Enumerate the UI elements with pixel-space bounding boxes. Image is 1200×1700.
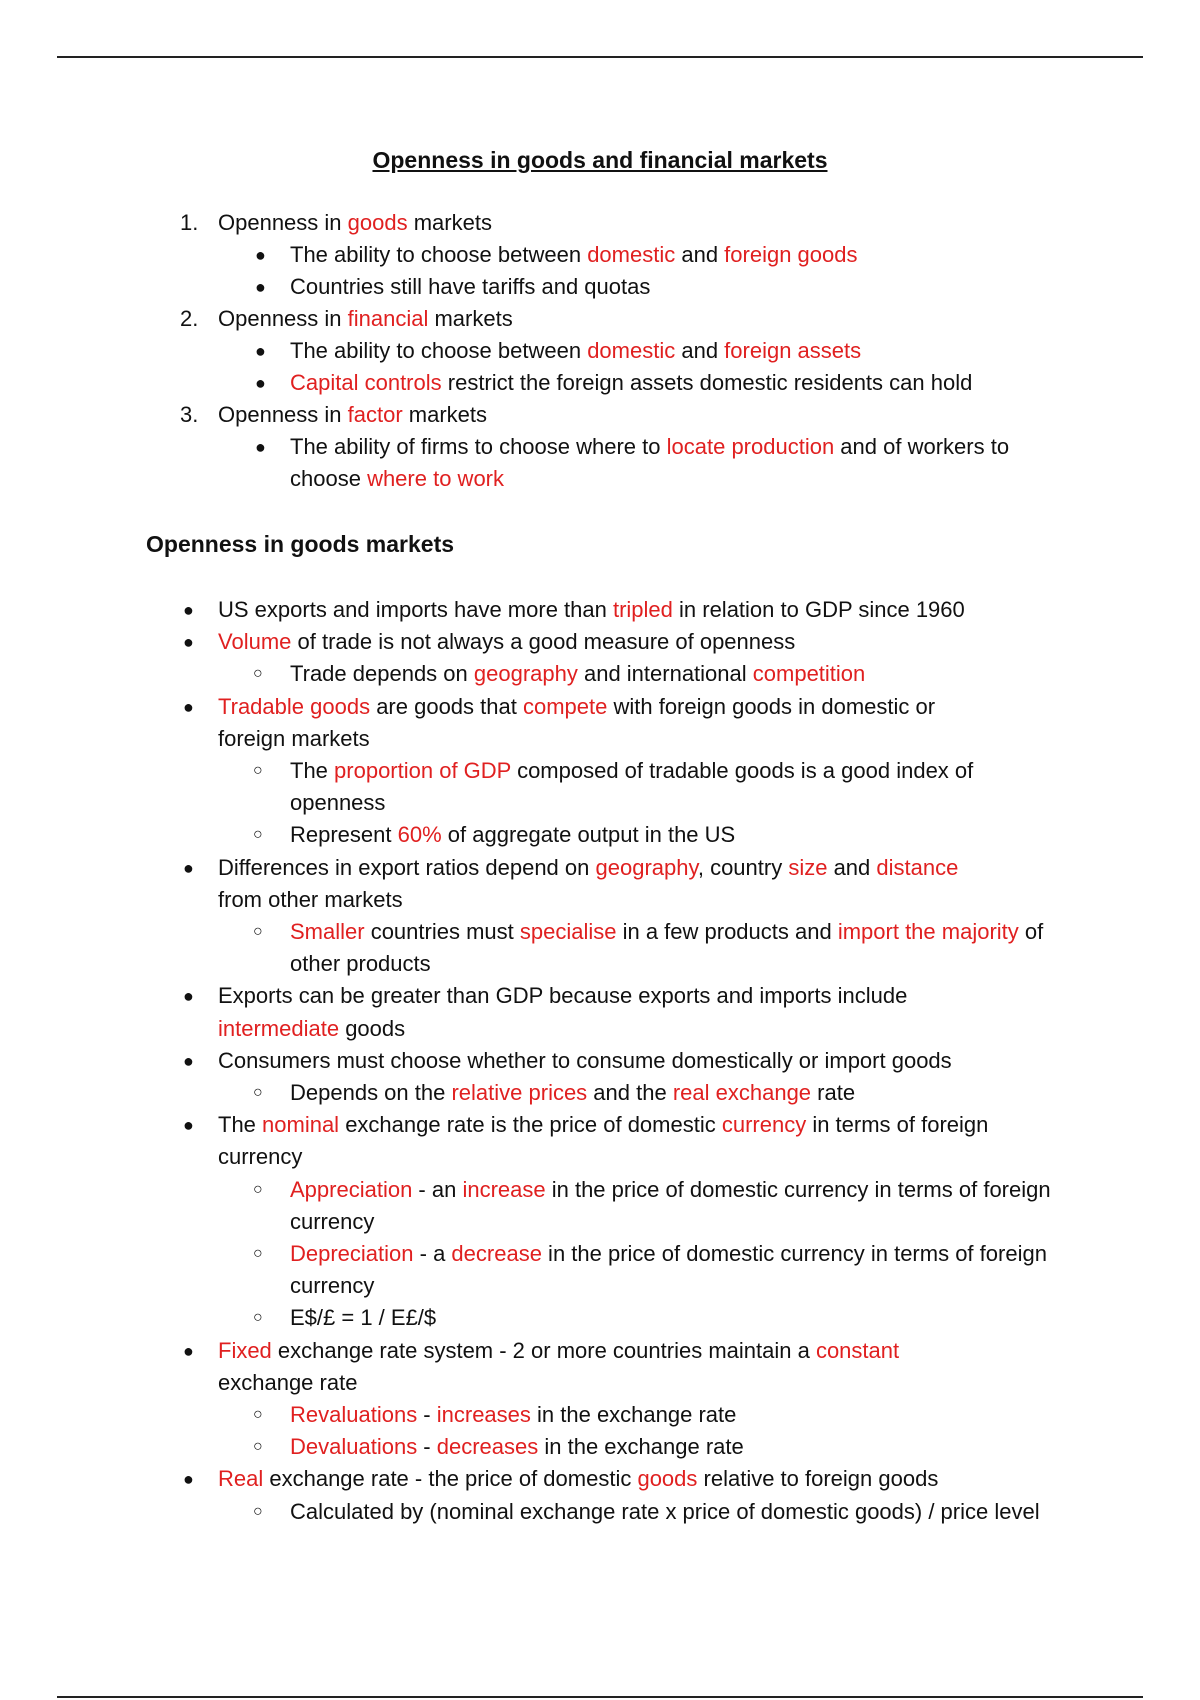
- list-item-text: [218, 399, 998, 431]
- highlighted-term: financial: [347, 306, 429, 331]
- list-item-text: [290, 1496, 1070, 1528]
- highlighted-term: Appreciation: [290, 1176, 413, 1202]
- list-item: [0, 1302, 1200, 1334]
- list-item: [0, 1174, 1200, 1238]
- highlighted-term: tripled: [612, 597, 673, 622]
- text-segment: of trade is not always a good measure of openness: [291, 629, 796, 655]
- highlighted-term: Depreciation: [290, 1241, 414, 1267]
- highlighted-term: distance: [876, 854, 959, 880]
- text-segment: exchange rate - the price of domestic: [263, 1466, 638, 1492]
- bullet-icon: ○: [253, 665, 263, 683]
- list-item: [0, 980, 1200, 1044]
- list-item-text: [290, 1399, 1070, 1431]
- highlighted-term: Capital controls: [290, 370, 442, 395]
- highlighted-term: 60%: [397, 822, 442, 848]
- text-segment: -: [417, 1434, 437, 1460]
- highlighted-term: proportion of GDP: [334, 758, 511, 784]
- list-number: 2.: [180, 306, 199, 331]
- list-item: [0, 303, 1200, 335]
- bullet-icon: ●: [183, 696, 194, 717]
- text-segment: The: [290, 758, 335, 784]
- text-segment: The: [218, 1112, 263, 1138]
- highlighted-term: specialise: [519, 919, 617, 945]
- list-item-text: [290, 1302, 1070, 1334]
- text-segment: countries must: [364, 919, 520, 945]
- list-item-text: [290, 1238, 1070, 1302]
- list-item: [0, 626, 1200, 658]
- list-item: [0, 431, 1200, 495]
- list-item-text: [218, 980, 998, 1044]
- list-item: [0, 1335, 1200, 1399]
- list-item-text: [290, 1077, 1070, 1109]
- text-segment: The ability to choose between: [290, 338, 588, 363]
- text-segment: composed of tradable goods is a good index of openness: [290, 758, 974, 816]
- list-item: [0, 1109, 1200, 1173]
- list-item-text: [290, 271, 1070, 303]
- highlighted-term: geography: [595, 854, 698, 880]
- highlighted-term: Volume: [218, 629, 292, 655]
- highlighted-term: size: [788, 854, 828, 880]
- bullet-icon: ○: [253, 826, 263, 844]
- highlighted-term: competition: [752, 661, 866, 687]
- list-item: [0, 399, 1200, 431]
- bullet-icon: ●: [183, 986, 194, 1007]
- bullet-icon: ○: [253, 1438, 263, 1456]
- text-segment: of aggregate output in the US: [441, 822, 736, 848]
- bullet-icon: ●: [255, 373, 266, 393]
- bullet-icon: ●: [183, 857, 194, 878]
- text-segment: and of workers to choose: [290, 434, 1010, 491]
- list-item-text: [218, 691, 998, 755]
- highlighted-term: increase: [462, 1176, 546, 1202]
- highlighted-term: decreases: [436, 1434, 539, 1460]
- text-segment: and: [675, 242, 725, 267]
- bullet-icon: ●: [183, 1469, 194, 1490]
- list-item-text: [290, 367, 1070, 399]
- list-item: [0, 239, 1200, 271]
- text-segment: Openness in: [218, 402, 348, 427]
- list-item-text: [290, 335, 1070, 367]
- highlighted-term: compete: [522, 693, 608, 719]
- list-item-text: [290, 916, 1070, 980]
- text-segment: The ability of firms to choose where to: [290, 434, 667, 459]
- highlighted-term: domestic: [587, 242, 676, 267]
- text-segment: restrict the foreign assets domestic residents can hold: [441, 370, 973, 395]
- top-rule: [57, 56, 1143, 58]
- text-segment: Calculated by (nominal exchange rate x price of domestic goods) / price level: [290, 1498, 1040, 1524]
- text-segment: - an: [412, 1176, 463, 1202]
- highlighted-term: locate production: [666, 434, 835, 459]
- list-item: [0, 1045, 1200, 1077]
- highlighted-term: foreign assets: [724, 338, 862, 363]
- bullet-icon: ●: [255, 341, 266, 361]
- text-segment: , country: [697, 854, 789, 880]
- section-heading: Openness in goods markets: [146, 531, 455, 557]
- text-segment: Consumers must choose whether to consume domestically or import goods: [218, 1047, 952, 1073]
- text-segment: exchange rate system - 2 or more countries maintain a: [271, 1337, 816, 1363]
- text-segment: are goods that: [370, 693, 523, 719]
- list-item-text: [218, 1335, 998, 1399]
- text-segment: markets: [407, 210, 492, 235]
- page-title: Openness in goods and financial markets: [372, 147, 828, 173]
- highlighted-term: relative prices: [451, 1080, 588, 1106]
- highlighted-term: Revaluations: [290, 1402, 418, 1428]
- highlighted-term: import the majority: [837, 919, 1019, 945]
- list-item: [0, 916, 1200, 980]
- text-segment: exchange rate is the price of domestic: [339, 1112, 722, 1138]
- highlighted-term: increases: [436, 1402, 531, 1428]
- text-segment: of other products: [290, 919, 1044, 977]
- bullet-icon: ●: [255, 437, 266, 457]
- list-item: [0, 755, 1200, 819]
- highlighted-term: currency: [721, 1112, 807, 1138]
- text-segment: Openness in: [218, 210, 348, 235]
- list-item: [0, 207, 1200, 239]
- highlighted-term: goods: [347, 210, 408, 235]
- list-item-text: [290, 819, 1070, 851]
- text-segment: in the price of domestic currency in terms of foreign currency: [290, 1241, 1047, 1299]
- highlighted-term: Tradable goods: [218, 693, 371, 719]
- highlighted-term: intermediate: [218, 1015, 340, 1041]
- list-item-text: [218, 303, 998, 335]
- text-segment: Countries still have tariffs and quotas: [290, 274, 651, 299]
- bullet-icon: ○: [253, 1502, 263, 1520]
- text-segment: and: [827, 854, 877, 880]
- text-segment: in relation to GDP since 1960: [672, 597, 965, 622]
- highlighted-term: factor: [347, 402, 403, 427]
- text-segment: in the exchange rate: [538, 1434, 744, 1460]
- highlighted-term: Fixed: [218, 1337, 272, 1363]
- list-item-text: [218, 1463, 998, 1495]
- bullet-icon: ●: [183, 632, 194, 653]
- highlighted-term: goods: [637, 1466, 698, 1492]
- bullet-icon: ●: [183, 1115, 194, 1136]
- bullet-icon: ○: [253, 923, 263, 941]
- text-segment: in terms of foreign currency: [218, 1112, 989, 1170]
- text-segment: The ability to choose between: [290, 242, 588, 267]
- list-item: [0, 367, 1200, 399]
- bullet-icon: ●: [255, 245, 266, 265]
- text-segment: markets: [428, 306, 513, 331]
- highlighted-term: geography: [473, 661, 578, 687]
- list-item: [0, 1399, 1200, 1431]
- text-segment: in the price of domestic currency in terms of foreign currency: [290, 1176, 1051, 1234]
- text-segment: relative to foreign goods: [697, 1466, 939, 1492]
- list-item-text: [290, 658, 1070, 690]
- text-segment: Trade depends on: [290, 661, 474, 687]
- highlighted-term: domestic: [587, 338, 676, 363]
- list-item: [0, 691, 1200, 755]
- list-item: [0, 1431, 1200, 1463]
- text-segment: Exports can be greater than GDP because exports and imports include: [218, 983, 908, 1009]
- highlighted-term: Smaller: [290, 919, 365, 945]
- text-segment: Depends on the: [290, 1080, 452, 1106]
- list-number: 1.: [180, 210, 199, 235]
- text-segment: and the: [587, 1080, 673, 1106]
- list-item-text: [218, 626, 998, 658]
- text-segment: with foreign goods in domestic or foreign markets: [218, 693, 936, 751]
- list-item-text: [218, 852, 998, 916]
- highlighted-term: where to work: [367, 466, 505, 491]
- text-segment: -: [417, 1402, 437, 1428]
- text-segment: Represent: [290, 822, 398, 848]
- text-segment: exchange rate: [218, 1369, 358, 1395]
- bullet-icon: ○: [253, 1084, 263, 1102]
- bullet-icon: ●: [183, 1340, 194, 1361]
- list-item-text: [290, 755, 1070, 819]
- text-segment: Differences in export ratios depend on: [218, 854, 596, 880]
- text-segment: in a few products and: [616, 919, 838, 945]
- highlighted-term: constant: [815, 1337, 900, 1363]
- text-segment: markets: [402, 402, 488, 427]
- bullet-icon: ○: [253, 762, 263, 780]
- bullet-icon: ●: [183, 1050, 194, 1071]
- bullet-icon: ○: [253, 1245, 263, 1263]
- list-number: 3.: [180, 402, 199, 427]
- bullet-icon: ●: [255, 277, 266, 297]
- notes-list: [0, 594, 1200, 1528]
- text-segment: E$/£ = 1 / E£/$: [290, 1305, 437, 1331]
- bullet-icon: ●: [183, 600, 194, 620]
- list-item: [0, 819, 1200, 851]
- highlighted-term: Real: [218, 1466, 264, 1492]
- list-item-text: [218, 594, 998, 626]
- intro-list: [0, 207, 1200, 495]
- text-segment: goods: [339, 1015, 406, 1041]
- highlighted-term: nominal: [262, 1112, 340, 1138]
- list-item-text: [218, 1045, 998, 1077]
- text-segment: Openness in: [218, 306, 348, 331]
- list-item: [0, 1496, 1200, 1528]
- text-segment: rate: [811, 1080, 856, 1106]
- list-item: [0, 1077, 1200, 1109]
- text-segment: and international: [577, 661, 753, 687]
- highlighted-term: foreign goods: [724, 242, 858, 267]
- text-segment: in the exchange rate: [530, 1402, 737, 1428]
- text-segment: US exports and imports have more than: [218, 597, 613, 622]
- list-item-text: [290, 431, 1070, 495]
- list-item: [0, 335, 1200, 367]
- highlighted-term: decrease: [451, 1241, 542, 1267]
- list-item-text: [290, 239, 1070, 271]
- bullet-icon: ○: [253, 1406, 263, 1424]
- bullet-icon: ○: [253, 1309, 263, 1327]
- text-segment: and: [675, 338, 725, 363]
- list-item-text: [290, 1431, 1070, 1463]
- highlighted-term: real exchange: [672, 1080, 812, 1106]
- list-item-text: [290, 1174, 1070, 1238]
- list-item: [0, 658, 1200, 690]
- list-item: [0, 852, 1200, 916]
- list-item: [0, 1463, 1200, 1495]
- list-item-text: [218, 1109, 998, 1173]
- bullet-icon: ○: [253, 1180, 263, 1198]
- bottom-rule: [57, 1696, 1143, 1698]
- text-segment: - a: [413, 1241, 452, 1267]
- text-segment: from other markets: [218, 886, 403, 912]
- list-item: [0, 1238, 1200, 1302]
- highlighted-term: Devaluations: [290, 1434, 418, 1460]
- list-item: [0, 271, 1200, 303]
- list-item: [0, 594, 1200, 626]
- list-item-text: [218, 207, 998, 239]
